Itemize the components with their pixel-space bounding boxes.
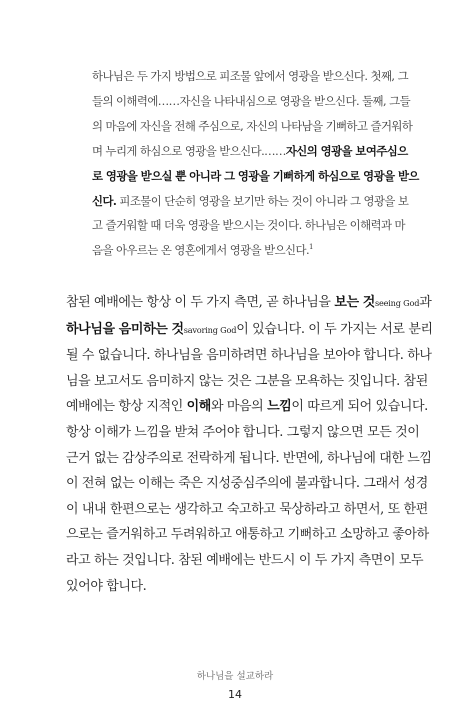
body-line: 근거 없는 감상주의로 전락하게 됩니다. 반면에, 하나님에 대한 느낌	[66, 450, 432, 466]
emphasis-savoring: 하나님을 음미하는 것	[66, 321, 184, 337]
body-line: 항상 이해가 느낌을 받쳐 주어야 합니다. 그렇지 않으면 모든 것이	[66, 424, 420, 440]
quote-line: 고 즐거워할 때 더욱 영광을 받으시는 것이다. 하나님은 이해력과 마	[92, 218, 405, 233]
quote-text: 피조물이 단순히 영광을 보기만 하는 것이 아니라 그 영광을 보	[116, 193, 409, 208]
body-line: 될 수 없습니다. 하나님을 음미하려면 하나님을 보아야 합니다. 하나	[66, 348, 432, 364]
quote-line: 하나님은 두 가지 방법으로 피조물 앞에서 영광을 받으신다. 첫째, 그	[92, 69, 409, 83]
quote-emphasis: 신다.	[92, 193, 117, 208]
english-gloss: savoring God	[183, 324, 237, 335]
body-paragraph	[66, 290, 433, 599]
body-text: 와 마음의	[210, 399, 268, 415]
quote-line: 들의 이해력에……자신을 나타내심으로 영광을 받으신다. 둘째, 그들	[92, 93, 411, 108]
body-line	[66, 317, 433, 344]
emphasis-understanding: 이해	[186, 399, 211, 415]
body-line: 으로는 즐거워하고 두려워하고 애통하고 기뻐하고 소망하고 좋아하	[66, 527, 429, 543]
body-line	[66, 394, 428, 420]
body-text: 이 있습니다. 이 두 가지는 서로 분리	[236, 321, 433, 337]
quote-line	[92, 139, 408, 164]
quote-line-emphasis: 로 영광을 받으실 뿐 아니라 그 영광을 기뻐하게 하심으로 영광을 받으	[92, 168, 419, 183]
english-gloss: seeing God	[374, 298, 420, 308]
page-number: 14	[228, 688, 242, 701]
body-line: 님을 보고서도 음미하지 않는 것은 그분을 모욕하는 짓입니다. 참된	[66, 373, 428, 389]
body-text: 참된 예배에는 항상 이 두 가지 측면, 곧 하나님을	[66, 295, 335, 310]
quote-text: 며 누리게 하심으로 영광을 받으신다.……	[92, 143, 286, 158]
quote-line	[92, 238, 408, 263]
emphasis-feeling: 느낌	[267, 399, 292, 415]
body-line: 있어야 합니다.	[66, 578, 147, 594]
footnote-marker: 1	[309, 243, 313, 252]
block-quote	[92, 64, 419, 263]
body-line: 이 전혀 없는 이해는 죽은 지성중심주의에 불과합니다. 그래서 성경	[66, 476, 428, 492]
body-line	[66, 290, 432, 317]
body-line: 이 내내 한편으로는 생각하고 숙고하고 묵상하라고 하면서, 또 한편	[66, 501, 428, 517]
body-line: 라고 하는 것입니다. 참된 예배에는 반드시 이 두 가지 측면이 모두	[66, 552, 424, 568]
quote-text: 음을 아우르는 온 영혼에게서 영광을 받으신다.	[92, 243, 310, 258]
body-text: 예배에는 항상 지적인	[66, 399, 187, 415]
quote-line	[92, 189, 408, 214]
running-footer-title: 하나님을 설교하라	[196, 671, 274, 682]
quote-emphasis: 자신의 영광을 보여주심으	[285, 143, 408, 158]
body-text: 이 따르게 되어 있습니다.	[291, 399, 428, 415]
body-text: 과	[419, 295, 432, 310]
quote-line: 의 마음에 자신을 전해 주심으로, 자신의 나타남을 기뻐하고 즐거워하	[92, 118, 413, 133]
emphasis-seeing: 보는 것	[334, 295, 375, 310]
